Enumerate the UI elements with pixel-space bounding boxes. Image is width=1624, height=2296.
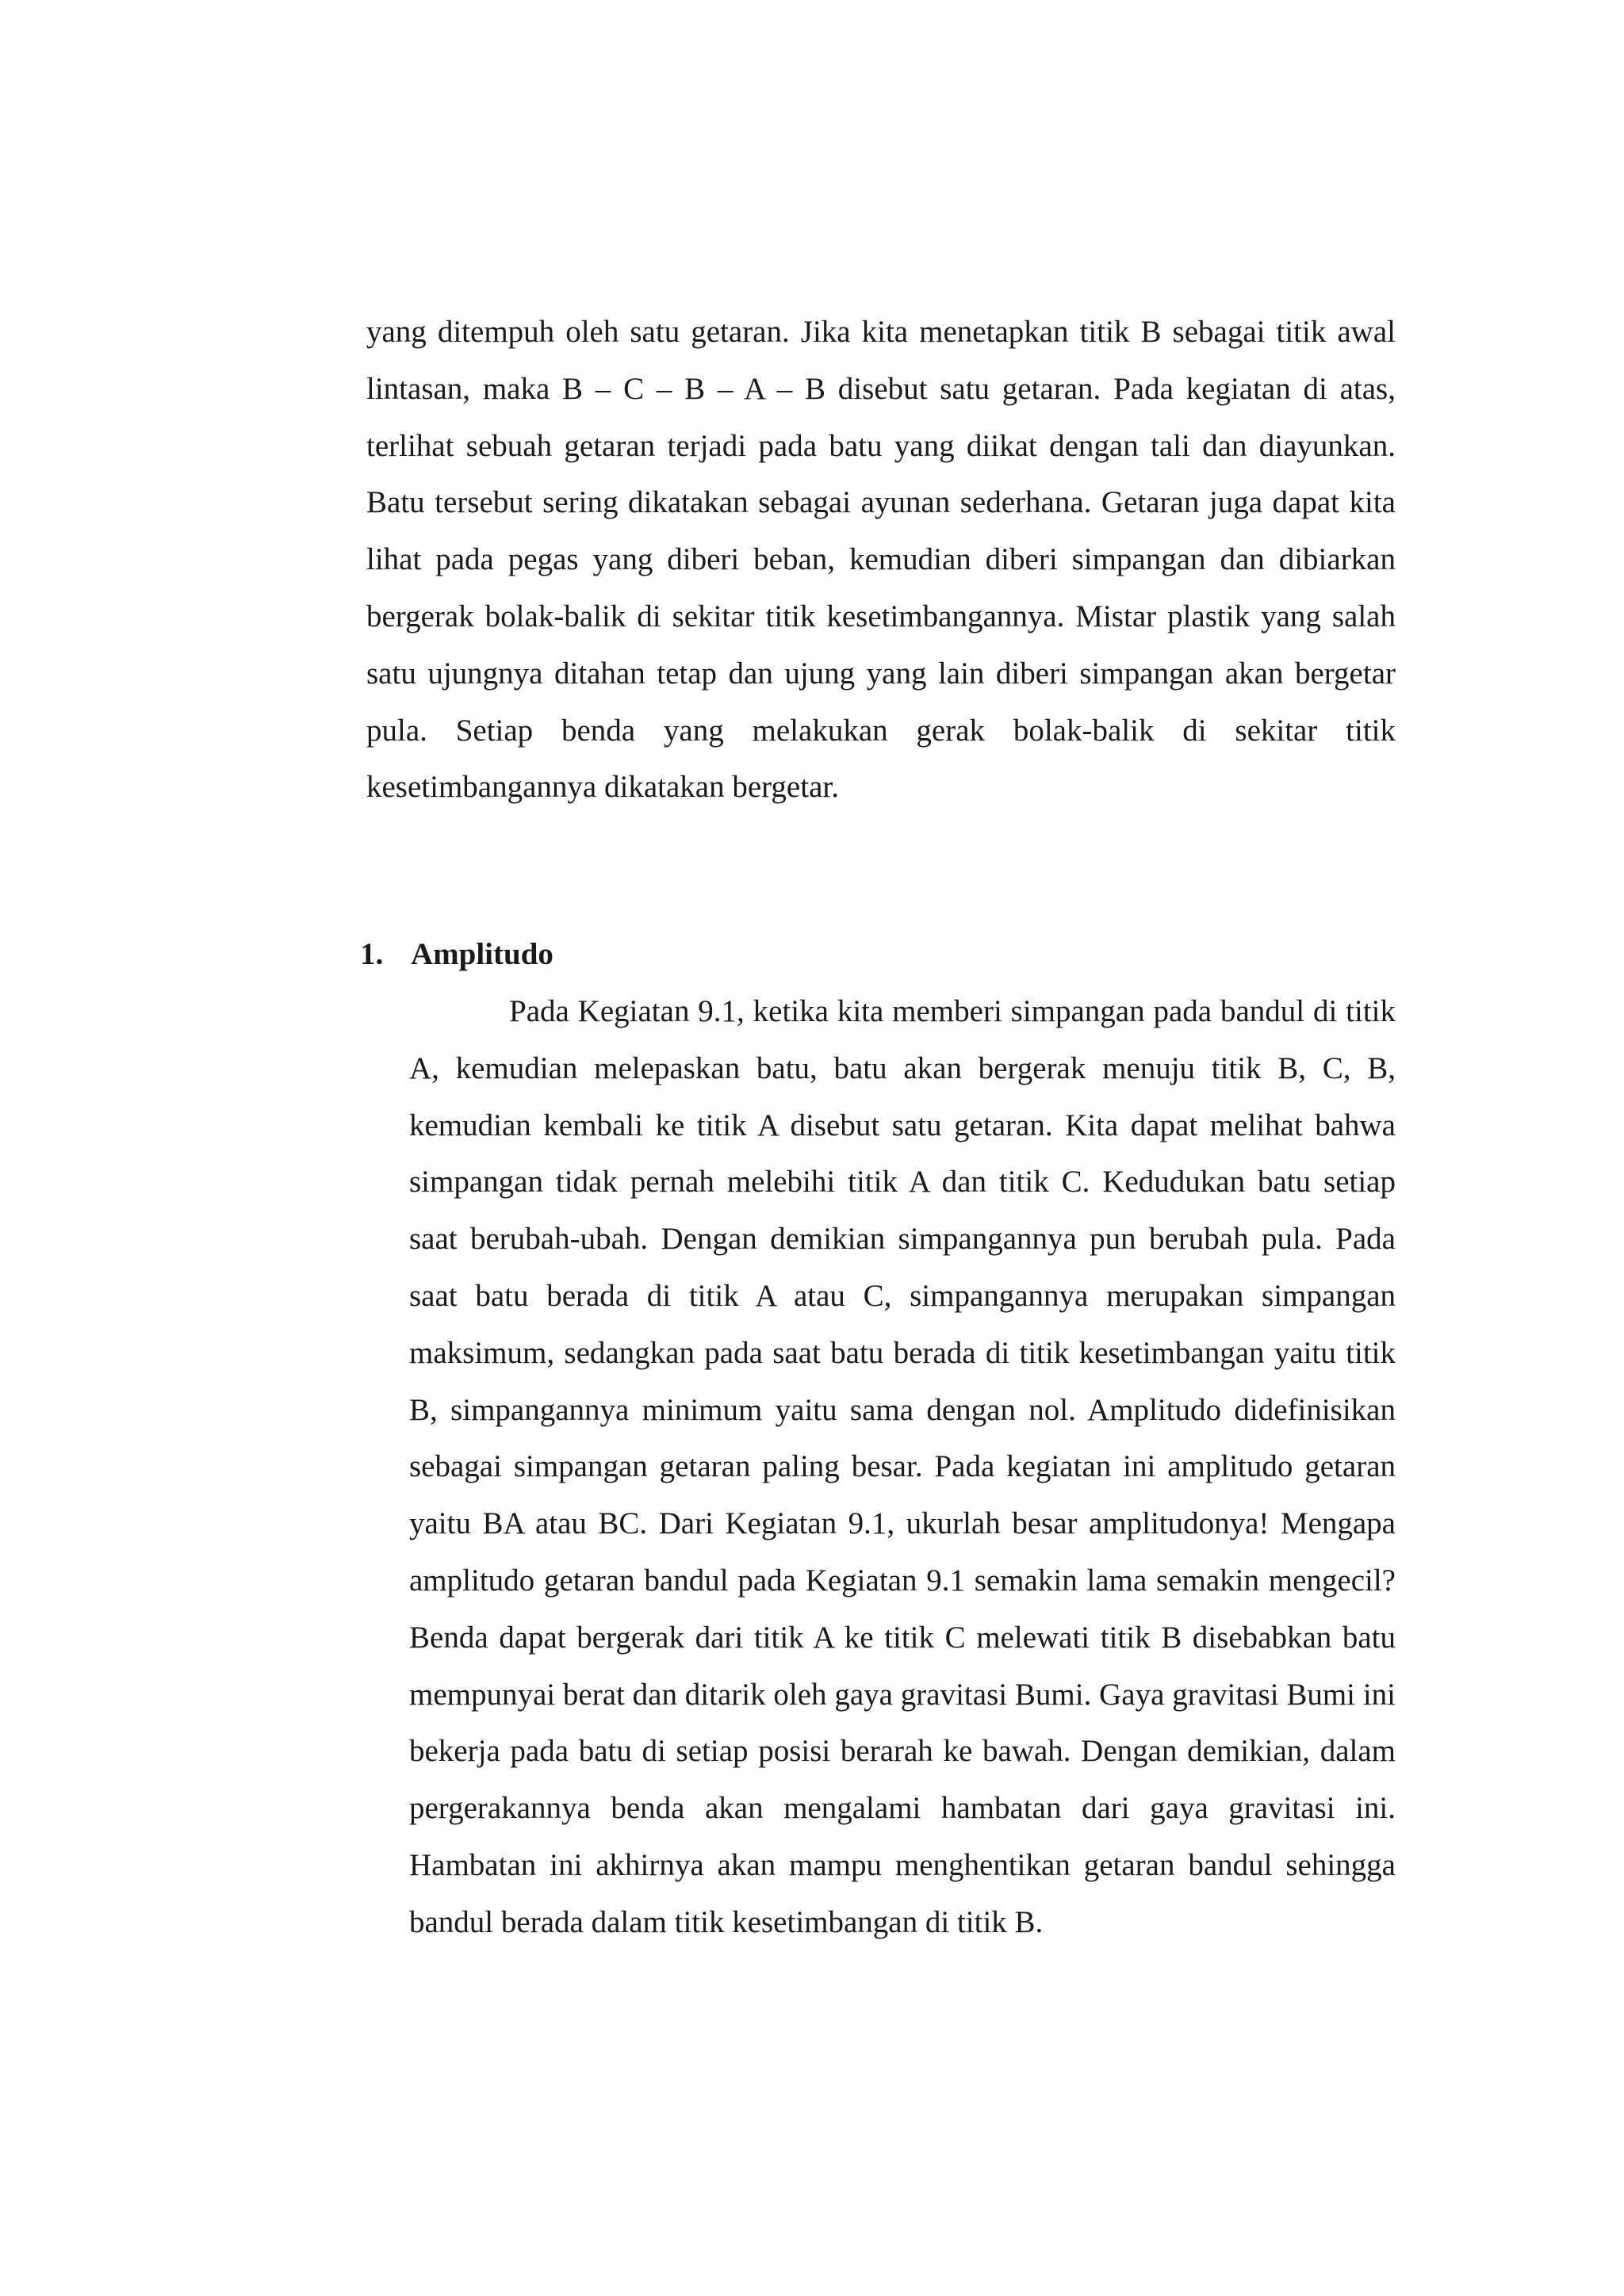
section-number: 1. xyxy=(360,937,384,971)
intro-paragraph: yang ditempuh oleh satu getaran. Jika kita menetapkan titik B sebagai titik awal lintasan, maka B – C – B – A – B disebut satu getaran. Pada kegiatan di atas, terlihat sebuah getaran terjadi pada batu yang diikat dengan tali dan diayunkan. Batu tersebut sering dikatakan sebagai ayunan sederhana. Getaran juga dapat kita lihat pada pegas yang diberi beban, kemudian diberi simpangan dan dibiarkan bergerak bolak-balik di sekitar titik kesetimbangannya. Mistar plastik yang salah satu ujungnya ditahan tetap dan ujung yang lain diberi simpangan akan bergetar pula. Setiap benda yang melakukan gerak bolak-balik di sekitar titik kesetimbangannya dikatakan bergetar. xyxy=(366,315,1396,805)
section-paragraph: Pada Kegiatan 9.1, ketika kita memberi simpangan pada bandul di titik A, kemudian melepaskan batu, batu akan bergerak menuju titik B, C, B, kemudian kembali ke titik A disebut satu getaran. Kita dapat melihat bahwa simpangan tidak pernah melebihi titik A dan titik C. Kedudukan batu setiap saat berubah-ubah. Dengan demikian simpangannya pun berubah pula. Pada saat batu berada di titik A atau C, simpangannya merupakan simpangan maksimum, sedangkan pada saat batu berada di titik kesetimbangan yaitu titik B, simpangannya minimum yaitu sama dengan nol. Amplitudo didefinisikan sebagai simpangan getaran paling besar. Pada kegiatan ini amplitudo getaran yaitu BA atau BC. Dari Kegiatan 9.1, ukurlah besar amplitudonya! Mengapa amplitudo getaran bandul pada Kegiatan 9.1 semakin lama semakin mengecil? Benda dapat bergerak dari titik A ke titik C melewati titik B disebabkan batu mempunyai berat dan ditarik oleh gaya gravitasi Bumi. Gaya gravitasi Bumi ini bekerja pada batu di setiap posisi berarah ke bawah. Dengan demikian, dalam pergerakannya benda akan mengalami hambatan dari gaya gravitasi ini. Hambatan ini akhirnya akan mampu menghentikan getaran bandul sehingga bandul berada dalam titik kesetimbangan di titik B. xyxy=(409,994,1396,1939)
section-title: Amplitudo xyxy=(411,937,553,971)
section-heading xyxy=(360,926,1391,983)
